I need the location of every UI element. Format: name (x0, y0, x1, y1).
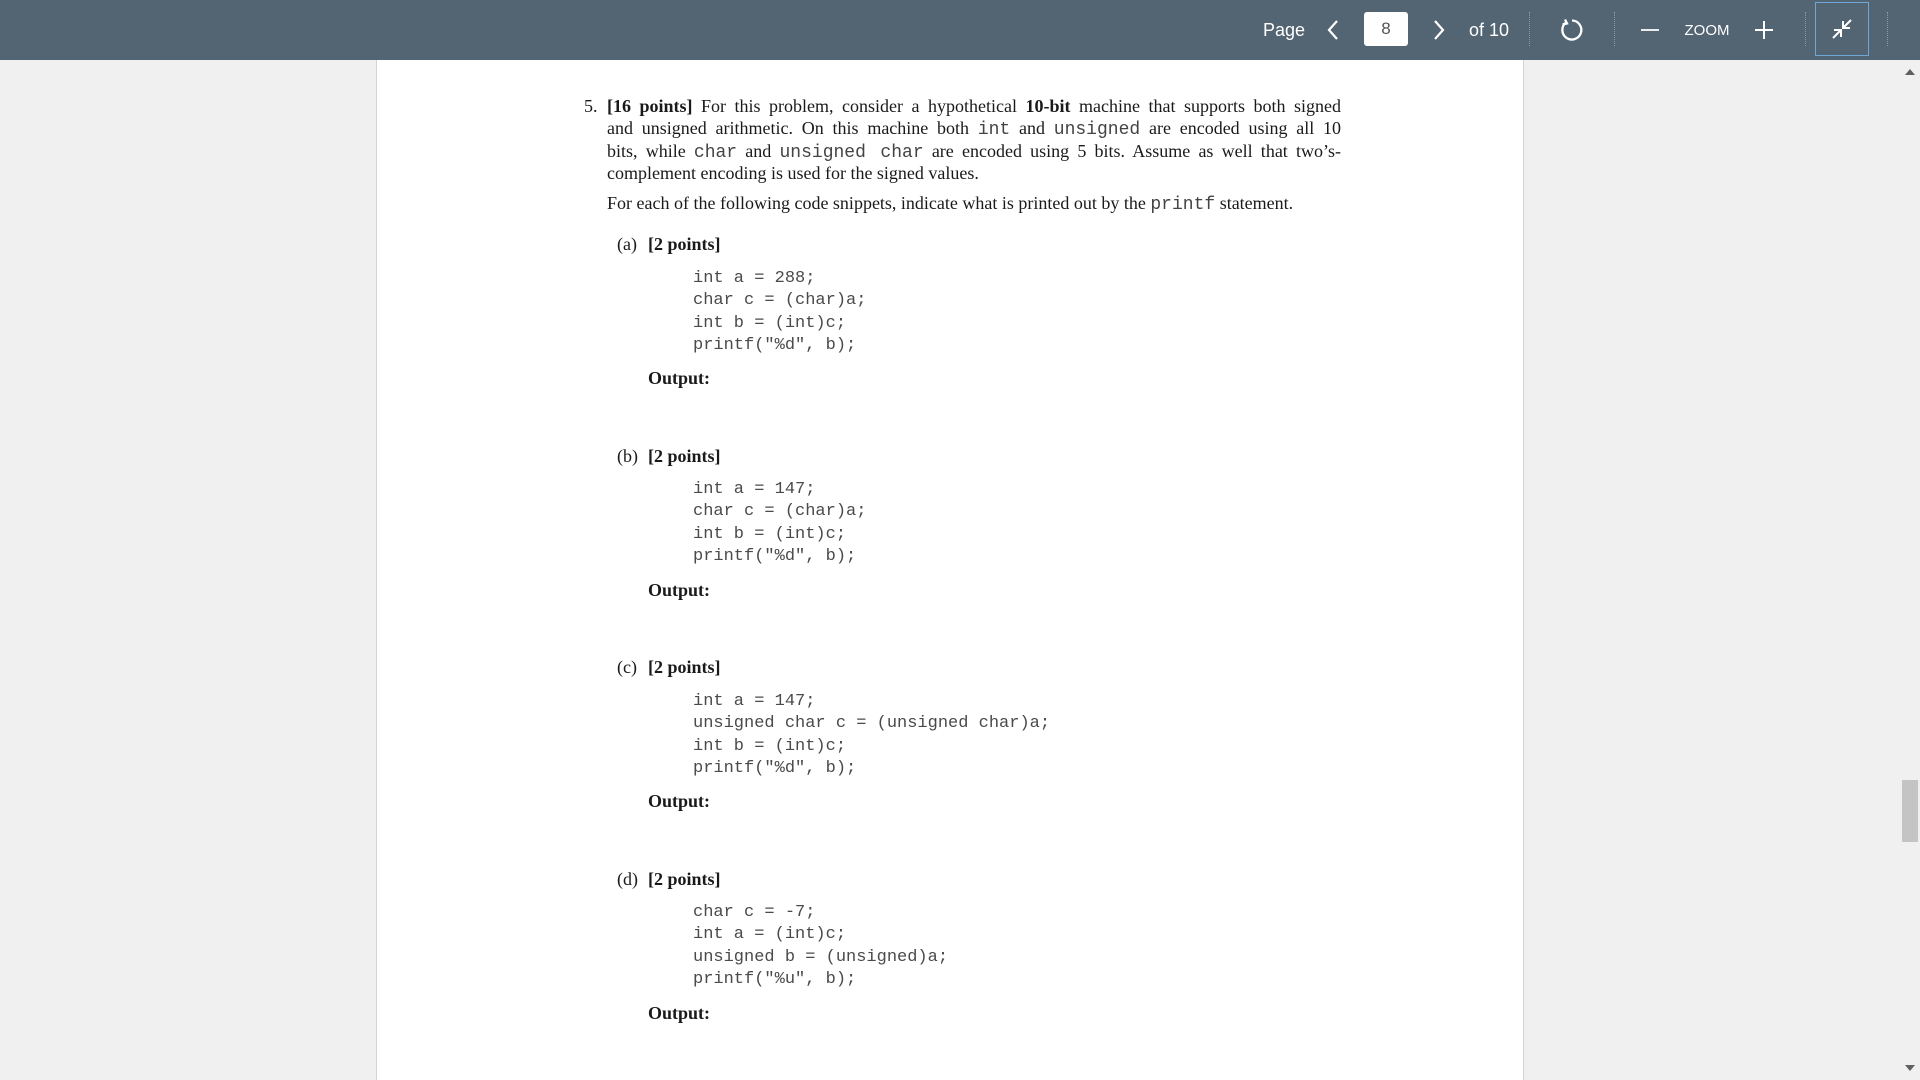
code-line: int a = 288; (693, 269, 816, 288)
code-line: printf("%d", b); (693, 336, 857, 356)
code-line: int b = (int)c; (693, 313, 847, 333)
problem-line-3: bits, while char and unsigned char are encoded using 5 bits. Assume as well that two’s- (607, 141, 1341, 163)
chevron-left-icon (1326, 19, 1340, 41)
part-d-code (693, 902, 948, 992)
problem-line-4: complement encoding is used for the signed values. (607, 163, 979, 183)
exit-fullscreen-button[interactable] (1815, 2, 1869, 56)
part-c-output-label: Output: (648, 791, 711, 811)
problem-number: 5. (584, 96, 598, 116)
viewer-toolbar (0, 0, 1920, 60)
zoom-label: ZOOM (1684, 21, 1730, 39)
toolbar-divider (1887, 12, 1888, 46)
plus-icon (1754, 20, 1774, 40)
part-c-code (693, 691, 1050, 781)
toolbar-divider (1805, 12, 1806, 46)
vertical-scrollbar[interactable] (1898, 60, 1920, 1080)
part-a-code (693, 268, 866, 358)
code-line: int b = (int)c; (693, 736, 847, 756)
code-line: int a = 147; (693, 480, 816, 499)
code-line: char c = (char)a; (693, 291, 867, 311)
rotate-button[interactable] (1554, 0, 1590, 60)
code-line: int b = (int)c; (693, 524, 847, 544)
scroll-down-button[interactable] (1903, 1063, 1917, 1073)
part-b-points: [2 points] (648, 446, 721, 466)
toolbar-divider (1614, 12, 1615, 46)
part-d-label: (d) (617, 869, 638, 889)
part-c-label: (c) (617, 657, 637, 677)
page-number-input[interactable] (1364, 12, 1408, 46)
code-line: unsigned char c = (unsigned char)a; (693, 714, 1051, 734)
problem-line-1: [16 points] For this problem, consider a hypothetical 10-bit machine that supports both signed (607, 96, 1342, 116)
zoom-out-button[interactable] (1636, 0, 1664, 60)
part-d-output-label: Output: (648, 1003, 711, 1023)
part-a-output-label: Output: (648, 368, 711, 388)
code-line: printf("%d", b); (693, 547, 857, 567)
code-line: char c = (char)a; (693, 502, 867, 522)
rotate-icon (1559, 17, 1585, 43)
part-b-output-label: Output: (648, 580, 711, 600)
part-a-points: [2 points] (648, 234, 721, 254)
toolbar-divider (1529, 12, 1530, 46)
code-line: unsigned b = (unsigned)a; (693, 947, 949, 967)
scrollbar-thumb[interactable] (1902, 780, 1918, 842)
part-b-label: (b) (617, 446, 638, 466)
minus-icon (1640, 20, 1660, 40)
chevron-right-icon (1432, 19, 1446, 41)
page-count-label: of 10 (1468, 19, 1510, 40)
scroll-up-button[interactable] (1903, 67, 1917, 77)
arrow-down-icon (1905, 1065, 1915, 1071)
prev-page-button[interactable] (1318, 0, 1348, 60)
page-label: Page (1262, 19, 1306, 40)
problem-line-2: and unsigned arithmetic. On this machine both int and unsigned are encoded using all 10 (607, 118, 1341, 140)
code-line: printf("%d", b); (693, 759, 857, 779)
next-page-button[interactable] (1424, 0, 1454, 60)
arrow-up-icon (1905, 69, 1915, 75)
part-a-label: (a) (617, 234, 637, 254)
part-c-points: [2 points] (648, 657, 721, 677)
instructions: For each of the following code snippets, indicate what is printed out by the printf statement. (607, 193, 1294, 215)
collapse-icon (1830, 17, 1854, 41)
part-d-points: [2 points] (648, 869, 721, 889)
code-line: char c = -7; (693, 903, 816, 922)
code-line: int a = 147; (693, 692, 816, 711)
part-b-code (693, 479, 866, 569)
zoom-in-button[interactable] (1750, 0, 1778, 60)
code-line: printf("%u", b); (693, 970, 857, 990)
code-line: int a = (int)c; (693, 925, 847, 945)
